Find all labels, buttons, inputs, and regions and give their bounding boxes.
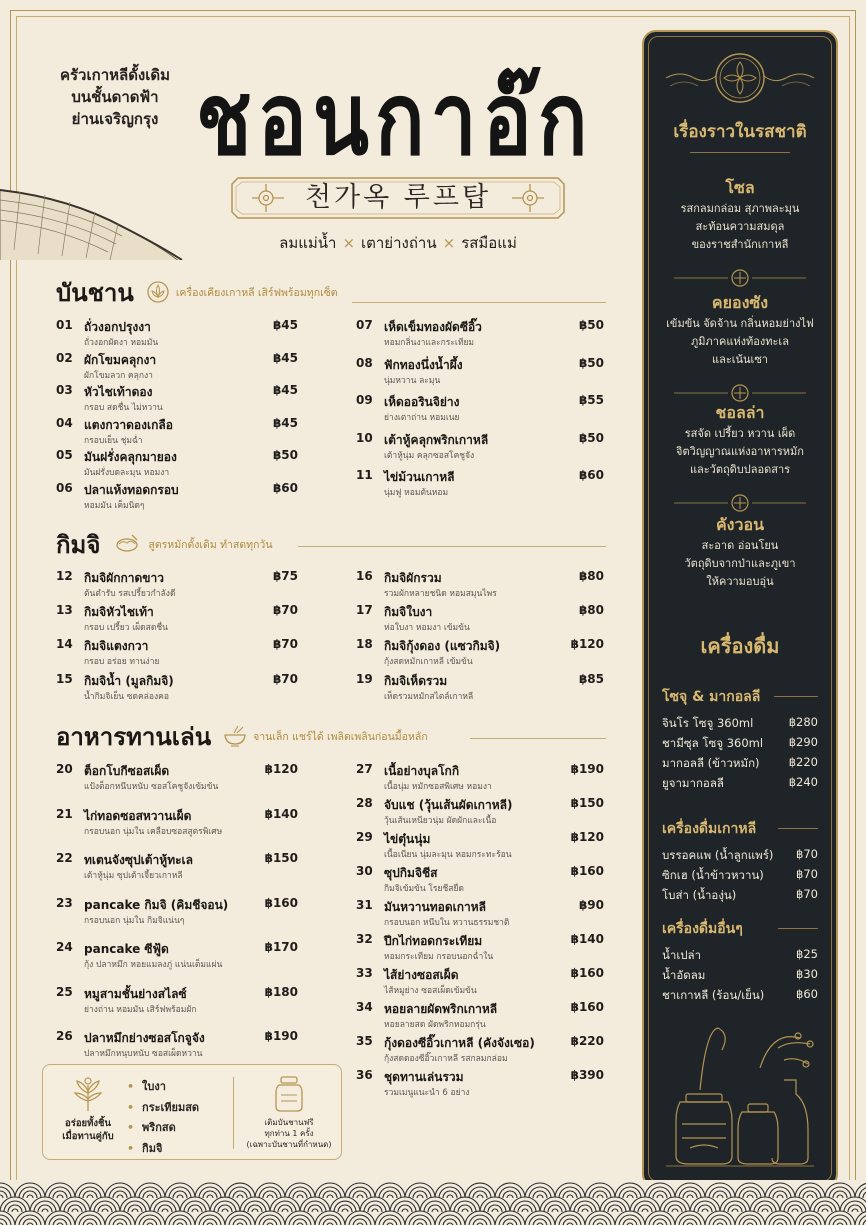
item-description: เนื้อนุ่ม หมักซอสพิเศษ หอมงา [384, 782, 492, 792]
menu-item [356, 603, 604, 633]
story-title: คยองซัง [711, 293, 769, 312]
story-line: ให้ความอบอุ่น [706, 575, 774, 588]
story-line: เข้มข้น จัดจ้าน กลิ่นหอมย่างไฟ [666, 317, 814, 330]
item-name: หมูสามชั้นย่างสไลซ์ [84, 986, 187, 1001]
panel-title: เรื่องราวในรสชาติ [673, 122, 807, 142]
jar-icon [272, 1075, 306, 1113]
item-number: 29 [356, 830, 373, 844]
item-name: กุ้งดองซีอิ๊วเกาหลี (คังจังเซอ) [384, 1036, 535, 1050]
item-price: ฿140 [570, 932, 604, 946]
bullet: • [127, 1121, 135, 1134]
drink-price: ฿280 [788, 715, 818, 729]
pairing-label-line: เมื่อทานคู่กับ [62, 1131, 114, 1142]
pairing-label-line: อร่อยทั้งชิ้น [65, 1118, 111, 1129]
drink-item [662, 715, 818, 735]
drink-category-line [778, 828, 818, 829]
item-number: 15 [56, 671, 73, 686]
item-description: ผักโขมลวก คลุกงา [84, 370, 153, 381]
drink-price: ฿25 [796, 947, 818, 961]
item-description: วุ้นเส้นเหนียวนุ่ม ผัดผักและเนื้อ [384, 816, 497, 826]
item-price: ฿60 [578, 468, 604, 483]
item-description: มันฝรั่งบดละมุน หอมงา [84, 468, 170, 478]
item-description: กรอบ เปรี้ยว เผ็ดสดชื่น [84, 623, 168, 634]
item-description: ย่างถ่าน หอมมัน เสิร์ฟพร้อมผัก [84, 1004, 197, 1015]
item-price: ฿190 [264, 1029, 298, 1043]
item-description: นุ่มฟู หอมต้นหอม [384, 488, 449, 499]
menu-item [56, 1029, 298, 1059]
item-price: ฿45 [272, 318, 298, 332]
item-price: ฿160 [570, 864, 604, 878]
pairing-label [51, 1075, 125, 1143]
bullet: • [127, 1100, 135, 1114]
item-number: 21 [56, 806, 73, 821]
item-name: ฟักทองนึ่งน้ำผึ้ง [384, 357, 463, 372]
item-name: ปีกไก่ทอดกระเทียม [384, 934, 483, 948]
story-description [654, 315, 826, 369]
drink-category: เครื่องดื่มเกาหลี [662, 821, 757, 837]
item-price: ฿120 [570, 830, 604, 844]
item-price: ฿220 [570, 1034, 604, 1048]
menu-item [56, 851, 298, 881]
item-name: กิมจิน้ำ (มูลกิมจิ) [84, 673, 174, 688]
drink-name: ยูจามากอลลี [662, 776, 724, 790]
drink-item [662, 867, 818, 887]
menu-item [356, 762, 604, 792]
item-name: มันฝรั่งคลุกมายอง [84, 450, 177, 464]
banchan-header [56, 272, 338, 312]
item-description: แป้งต็อกหนึบหนับ ซอสโคชูจังเข้มข้น [84, 782, 219, 792]
item-description: กุ้งสดดองซีอิ๊วเกาหลี รสกลมกล่อม [384, 1054, 508, 1064]
item-description: หอมกระเทียม กรอบนอกฉ่ำใน [384, 952, 494, 962]
item-number: 22 [56, 851, 73, 865]
item-name: ไข่ม้วนเกาหลี [384, 470, 455, 485]
item-number: 06 [56, 480, 73, 495]
item-number: 27 [356, 762, 373, 776]
item-name: เต้าหู้คลุกพริกเกาหลี [384, 432, 489, 447]
drink-name: มากอลลี (ข้าวหมัก) [662, 756, 760, 770]
story-line: ภูมิภาคแห่งท้องทะเล [691, 335, 789, 348]
menu-item [356, 796, 604, 826]
item-description: ไส้หมูย่าง ซอสเผ็ดเข้มข้น [384, 986, 477, 996]
item-name: จับแช (วุ้นเส้นผัดเกาหลี) [384, 798, 513, 812]
menu-item [356, 393, 604, 423]
drink-price: ฿70 [796, 867, 818, 881]
item-number: 14 [56, 637, 73, 652]
item-name: ถั่วงอกปรุงงา [84, 320, 151, 334]
refill-note-line: (เฉพาะบันชานที่กำหนด) [246, 1140, 332, 1149]
item-number: 36 [356, 1068, 373, 1082]
menu-item [356, 966, 604, 996]
item-number: 07 [356, 318, 373, 332]
item-description: รวมผักหลายชนิด หอมสมุนไพร [384, 589, 497, 599]
item-price: ฿190 [570, 762, 604, 776]
drink-category-line [778, 928, 818, 929]
item-description: ปลาหมึกหนุบหนับ ซอสเผ็ดหวาน [84, 1049, 203, 1059]
story-title: คังวอน [715, 515, 765, 534]
menu-item [356, 468, 604, 498]
pairing-item-label: กิมจิ [142, 1141, 163, 1155]
item-description: กรอบเย็น ชุ่มฉ่ำ [84, 435, 143, 446]
item-description: กรอบ สดชื่น ไม่หวาน [84, 403, 163, 413]
story-title: โซล [725, 178, 755, 197]
item-name: ไข่ตุ๋นนุ่ม [384, 832, 431, 846]
item-price: ฿75 [272, 569, 298, 583]
item-number: 17 [356, 603, 373, 618]
item-price: ฿70 [272, 603, 298, 618]
ornament-divider [670, 268, 810, 288]
item-number: 16 [356, 569, 373, 583]
item-description: เต้าหู้นุ่ม คลุกซอสโคชูจัง [384, 450, 475, 461]
item-description: เต้าหู้นุ่ม ซุปเต้าเจี้ยวเกาหลี [84, 871, 183, 881]
item-price: ฿45 [272, 383, 298, 397]
pairing-item-label: ใบงา [142, 1080, 166, 1093]
menu-item [56, 762, 298, 792]
item-price: ฿50 [578, 355, 604, 370]
item-name: แตงกวาดองเกลือ [84, 417, 173, 432]
item-name: เห็ดออรินจิย่าง [384, 395, 460, 410]
item-name: ชุดทานเล่นรวม [384, 1070, 464, 1084]
item-description: กิมจิเข้มข้น โรยชีสยืด [384, 884, 464, 894]
item-name: กิมจิใบงา [384, 605, 433, 620]
pairing-item [127, 1098, 199, 1119]
item-name: ต็อกโบกีซอสเผ็ด [84, 764, 170, 778]
story-line: จิตวิญญาณแห่งอาหารหมัก [676, 445, 804, 458]
korean-name: 천가옥 루프탑 [304, 182, 492, 213]
item-price: ฿50 [578, 430, 604, 445]
roof-illustration [0, 150, 190, 260]
korean-name-banner [228, 174, 568, 222]
separator: × [442, 234, 456, 252]
section-divider [352, 302, 606, 303]
herb-icon [69, 1075, 107, 1113]
bullet: • [127, 1080, 135, 1093]
item-description: รวมเมนูแนะนำ 6 อย่าง [384, 1088, 470, 1098]
story-line: วัตถุดิบจากป่าและภูเขา [684, 557, 796, 570]
menu-item [56, 603, 298, 633]
pairing-divider [233, 1077, 234, 1149]
pairing-item-label: พริกสด [142, 1121, 176, 1134]
story-description [654, 537, 826, 591]
drink-item [662, 775, 818, 795]
item-price: ฿120 [570, 637, 604, 652]
item-name: ไก่ทอดซอสหวานเผ็ด [84, 808, 192, 823]
menu-item [356, 569, 604, 599]
item-price: ฿80 [578, 569, 604, 583]
item-number: 03 [56, 383, 73, 397]
drink-price: ฿240 [788, 775, 818, 789]
drink-price: ฿70 [796, 847, 818, 861]
item-description: หอมมัน เค็มนิดๆ [84, 500, 145, 511]
pairing-box [42, 1064, 342, 1160]
item-price: ฿60 [272, 480, 298, 495]
story-line: และเน้นเซา [712, 353, 768, 366]
story-description [654, 200, 826, 254]
item-price: ฿80 [578, 603, 604, 618]
item-name: กิมจิกุ้งดอง (แซวกิมจิ) [384, 639, 501, 654]
item-name: หัวไชเท้าดอง [84, 385, 153, 399]
menu-item [356, 1000, 604, 1030]
item-name: กิมจิหัวไชเท้า [84, 605, 154, 620]
item-price: ฿160 [570, 1000, 604, 1014]
item-number: 18 [356, 637, 373, 652]
item-name: ไส้ย่างซอสเผ็ด [384, 968, 459, 982]
item-name: กิมจิผักกาดขาว [84, 571, 164, 585]
drink-name: บรรอคแพ (น้ำลูกแพร์) [662, 848, 774, 862]
item-description: ห่อใบงา หอมงา เข้มข้น [384, 623, 470, 634]
drinks-title: เครื่องดื่ม [700, 634, 780, 658]
section-title: บันชาน [56, 277, 134, 307]
drink-item [662, 755, 818, 775]
story-line: สะอาด อ่อนโยน [701, 539, 779, 552]
subline-item: เตาย่างถ่าน [361, 234, 437, 252]
section-divider [470, 738, 606, 739]
item-name: กิมจิผักรวม [384, 571, 442, 585]
subline [228, 231, 568, 255]
item-number: 26 [56, 1029, 73, 1043]
menu-item [56, 569, 298, 599]
pairing-item [127, 1139, 199, 1160]
drink-name: น้ำอัดลม [662, 968, 706, 982]
subline-item: ลมแม่น้ำ [279, 234, 337, 252]
drink-category: เครื่องดื่มอื่นๆ [662, 921, 743, 937]
menu-item [356, 431, 604, 461]
pairing-item-label: กระเทียมสด [142, 1100, 200, 1114]
menu-item [56, 318, 298, 348]
item-description: ย่างเตาถ่าน หอมเนย [384, 413, 460, 424]
tagline-line: ครัวเกาหลีดั้งเดิม [59, 66, 171, 84]
menu-item [56, 940, 298, 970]
tagline [40, 64, 190, 130]
item-name: ผักโขมคลุกงา [84, 352, 157, 367]
item-price: ฿150 [570, 796, 604, 810]
item-price: ฿55 [578, 393, 604, 408]
item-number: 11 [356, 468, 373, 483]
item-price: ฿390 [570, 1068, 604, 1082]
menu-item [356, 1034, 604, 1064]
menu-item [56, 896, 298, 926]
tagline-line: บนชั้นดาดฟ้า [71, 88, 159, 106]
menu-item [56, 985, 298, 1015]
refill-note [239, 1075, 339, 1150]
item-description: หอมกลิ่นงาและกระเทียม [384, 338, 475, 348]
item-number: 12 [56, 569, 73, 583]
menu-item [56, 637, 298, 667]
item-price: ฿170 [264, 940, 298, 954]
story-title: ชอลล่า [715, 403, 765, 422]
separator: × [342, 234, 356, 252]
snacks-header [56, 716, 428, 756]
item-name: ปลาแห้งทอดกรอบ [84, 482, 179, 497]
refill-note-line: เติมบันชานฟรี [264, 1118, 314, 1127]
ornament-divider [670, 493, 810, 513]
menu-item [356, 932, 604, 962]
item-number: 05 [56, 448, 73, 462]
item-number: 02 [56, 350, 73, 365]
refill-note-line: ทุกท่าน 1 ครั้ง [264, 1129, 314, 1138]
item-number: 01 [56, 318, 73, 332]
menu-item [356, 830, 604, 860]
story-line: สะท้อนความสมดุล [695, 220, 785, 233]
item-description: กรอบนอก นุ่มใน เคลือบซอสสูตรพิเศษ [84, 826, 223, 837]
item-description: กุ้งสดหมักเกาหลี เข้มข้น [384, 657, 473, 668]
menu-item [356, 864, 604, 894]
section-title: กิมจิ [56, 529, 101, 559]
item-number: 32 [356, 932, 373, 946]
item-number: 10 [356, 430, 373, 445]
drink-item [662, 967, 818, 987]
pairing-item [127, 1118, 199, 1139]
item-number: 24 [56, 940, 73, 954]
item-number: 30 [356, 864, 373, 878]
menu-item [356, 356, 604, 386]
section-title: อาหารทานเล่น [56, 721, 212, 751]
menu-item [56, 351, 298, 381]
item-price: ฿140 [264, 806, 298, 821]
item-name: ทเตนจังซุปเต้าหู้ทะเล [84, 853, 194, 867]
drink-item [662, 735, 818, 755]
menu-item [356, 672, 604, 702]
drink-price: ฿70 [796, 887, 818, 901]
menu-item [56, 807, 298, 837]
jars-illustration [660, 1020, 820, 1170]
item-name: เห็ดเข็มทองผัดซีอิ๊ว [384, 320, 482, 334]
item-name: ปลาหมึกย่างซอสโกจูจัง [84, 1031, 205, 1045]
ornament-divider [670, 383, 810, 403]
drink-item [662, 847, 818, 867]
item-name: ซุปกิมจิชีส [384, 866, 438, 880]
item-number: 13 [56, 603, 73, 618]
item-description: น้ำกิมจิเย็น ซดคล่องคอ [84, 691, 169, 702]
item-name: หอยลายผัดพริกเกาหลี [384, 1002, 498, 1016]
section-note: เครื่องเคียงเกาหลี เสิร์ฟพร้อมทุกเซ็ต [175, 286, 338, 299]
subline-item: รสมือแม่ [461, 234, 517, 252]
pairing-item [127, 1077, 199, 1098]
item-price: ฿50 [578, 318, 604, 332]
panel-emblem [660, 48, 820, 108]
item-description: กรอบ อร่อย ทานง่าย [84, 657, 160, 668]
menu-item [356, 318, 604, 348]
wave-pattern [0, 1180, 866, 1225]
drink-name: โบส่า (น้ำองุ่น) [662, 888, 737, 902]
drink-category-line [774, 696, 818, 697]
section-note: สูตรหมักดั้งเดิม ทำสดทุกวัน [148, 538, 273, 551]
drink-price: ฿290 [788, 735, 818, 749]
item-price: ฿45 [272, 415, 298, 430]
item-number: 25 [56, 984, 73, 999]
menu-item [56, 383, 298, 413]
item-name: pancake กิมจิ (คิมชีจอน) [84, 897, 229, 912]
item-number: 08 [356, 355, 373, 370]
story-line: รสกลมกล่อม สุภาพละมุน [680, 202, 800, 215]
tagline-line: ย่านเจริญกรุง [71, 110, 159, 128]
story-description [654, 425, 826, 479]
menu-item [356, 898, 604, 928]
item-price: ฿85 [578, 671, 604, 686]
panel-title-underline [690, 152, 790, 153]
item-price: ฿160 [264, 895, 298, 910]
story-line: รสจัด เปรี้ยว หวาน เผ็ด [684, 427, 796, 440]
item-price: ฿50 [272, 448, 298, 462]
item-number: 09 [356, 393, 373, 408]
menu-item [56, 416, 298, 446]
item-name: กิมจิเห็ดรวม [384, 673, 448, 688]
item-name: pancake ซีฟู้ด [84, 942, 169, 956]
item-description: เห็ดรวมหมักสไตล์เกาหลี [384, 691, 474, 702]
brand-title: ชอนกาอ๊ก [196, 60, 594, 178]
item-name: เนื้อย่างบุลโกกิ [384, 764, 460, 778]
menu-item [56, 481, 298, 511]
section-divider [298, 546, 606, 547]
drink-category: โซจุ & มากอลลี [662, 689, 761, 705]
drink-name: น้ำเปล่า [662, 948, 702, 962]
drink-item [662, 947, 818, 967]
item-price: ฿150 [264, 851, 298, 865]
section-note: จานเล็ก แชร์ได้ เพลิดเพลินก่อนมื้อหลัก [253, 730, 428, 743]
item-number: 35 [356, 1034, 373, 1048]
kimchi-bowl-icon [112, 532, 142, 556]
item-price: ฿160 [570, 966, 604, 980]
item-number: 34 [356, 1000, 373, 1014]
item-description: กรอบนอก หนึบใน หวานธรรมชาติ [384, 918, 510, 928]
drink-price: ฿220 [788, 755, 818, 769]
drink-name: ชามีซุล โซจู 360ml [662, 736, 764, 750]
item-name: กิมจิแตงกวา [84, 639, 149, 654]
item-price: ฿120 [264, 762, 298, 776]
drink-name: ซิกเฮ (น้ำข้าวหวาน) [662, 868, 764, 882]
item-number: 31 [356, 898, 373, 912]
menu-item [356, 637, 604, 667]
story-line: และวัตถุดิบปลอดสาร [689, 463, 791, 476]
menu-item [56, 672, 298, 702]
menu-item [356, 1068, 604, 1098]
item-description: หอยลายสด ผัดพริกหอมกรุ่น [384, 1020, 486, 1030]
item-price: ฿90 [578, 898, 604, 912]
lotus-icon [146, 280, 170, 304]
item-number: 23 [56, 895, 73, 910]
item-number: 28 [356, 796, 373, 810]
menu-item [56, 448, 298, 478]
drink-price: ฿30 [796, 967, 818, 981]
item-name: มันหวานทอดเกาหลี [384, 900, 486, 914]
drink-item [662, 887, 818, 907]
story-line: ของราชสำนักเกาหลี [691, 238, 789, 251]
drink-name: ชาเกาหลี (ร้อน/เย็น) [662, 988, 765, 1002]
item-description: นุ่มหวาน ละมุน [384, 375, 441, 386]
item-description: ถั่วงอกผัดงา หอมมัน [84, 338, 159, 348]
item-number: 33 [356, 966, 373, 980]
item-description: ต้นตำรับ รสเปรี้ยวกำลังดี [84, 589, 176, 599]
bullet: • [127, 1141, 135, 1155]
pairing-list [127, 1077, 199, 1159]
item-description: กุ้ง ปลาหมึก หอยแมลงภู่ แน่นเต็มแผ่น [84, 960, 223, 970]
drink-price: ฿60 [796, 987, 818, 1001]
drink-name: จินโร โซจู 360ml [662, 716, 754, 730]
item-number: 20 [56, 762, 73, 776]
item-number: 19 [356, 671, 373, 686]
item-price: ฿45 [272, 350, 298, 365]
kimchi-header [56, 524, 273, 564]
item-number: 04 [56, 415, 73, 430]
item-price: ฿70 [272, 671, 298, 686]
item-price: ฿180 [264, 984, 298, 999]
item-description: กรอบนอก นุ่มใน กิมจิแน่นๆ [84, 915, 185, 926]
item-description: เนื้อเนียน นุ่มละมุน หอมกระทะร้อน [384, 850, 512, 860]
drink-item [662, 987, 818, 1007]
item-price: ฿70 [272, 637, 298, 652]
bowl-icon [223, 724, 247, 748]
